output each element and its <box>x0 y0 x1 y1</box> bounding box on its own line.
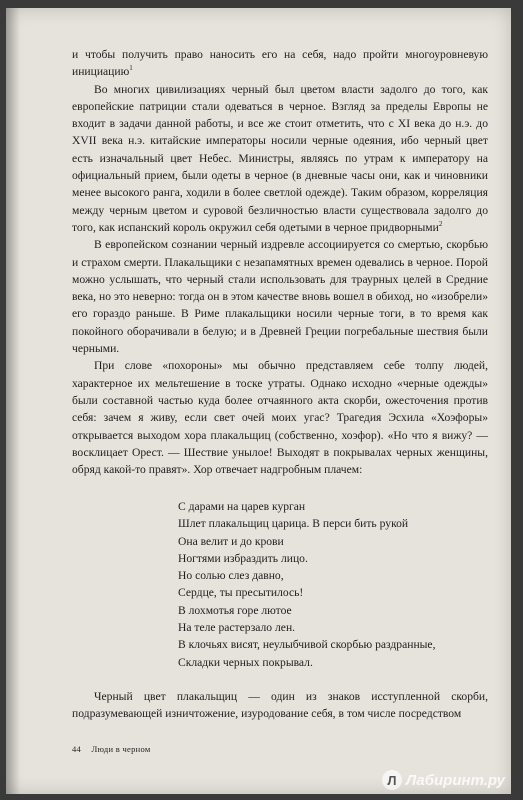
poem-line: Но солью слез давно, <box>178 569 284 583</box>
poem-line: Шлет плакальщиц царица. В перси бить рукой <box>178 517 409 531</box>
book-page <box>6 8 511 794</box>
paragraph-1-text: и чтобы получить право наносить его на себя, надо пройти многоуровневую инициацию <box>72 48 488 79</box>
paragraph-1 <box>72 46 488 81</box>
poem-line: Ногтями избраздить лицо. <box>178 551 308 565</box>
running-title: Люди в черном <box>91 744 151 754</box>
poem-line: На теле растерзало лен. <box>178 621 296 635</box>
binding-shadow <box>6 8 20 794</box>
closing-text <box>72 688 488 723</box>
footnote-ref-2: 2 <box>438 220 443 229</box>
poem-line: Сердце, ты пресытилось! <box>178 586 304 600</box>
paragraph-3: В европейском сознании черный издревле ассоциируется со смертью, скорбью и страхом смерти. Плакальщики с незапамятных времен одевались в черное. Порой можно услышать, что черный стали использовать для траурных целей в Средние века, но это неверно: тогда он в этом качестве вновь вошел в обиход, но «изобрели» его гораздо раньше. В Риме плакальщики носили черные тоги, в то время как покойного оборачивали в белую; и в Древней Греции погребальные шествия были черными. <box>72 238 488 356</box>
paragraph-2-text: Во многих цивилизациях черный был цветом власти задолго до того, как европейские патриции стали одеваться в черное. Взгляд за пределы Европы не входит в задачи данной работы, и все же стоит отметить, что с XI века до н.э. до XVII века н.э. китайские императоры носили черные одеяния, ибо черный цвет есть изначальный цвет Небес. Министры, являясь по утрам к императору на официальный прием, были одеты в черное (в дневные часы они, как и чиновники менее высокого ранга, ходили в более светлой одежде). Таким образом, корреляция между черным цветом и суровой безличностью власти существовала задолго до того, как испанский король окружил себя одетыми в черное придворными <box>72 82 488 234</box>
poem-line: В клочьях висят, неулыбчивой скорбью раздранные, <box>178 638 436 652</box>
page-number: 44 <box>72 744 82 754</box>
paragraph-2 <box>72 81 488 237</box>
poem-line: Складки черных покрывал. <box>178 655 313 669</box>
footnote-ref-1: 1 <box>129 64 133 73</box>
watermark-text: Лабиринт.ру <box>405 771 505 789</box>
labirint-logo-icon: Л <box>382 770 402 790</box>
paragraph-5: Черный цвет плакальщиц — один из знаков исступленной скорби, подразумевающей изничтожение, изуродование себя, в том числе посредством <box>72 690 488 721</box>
paragraph-4: При слове «похороны» мы обычно представляем себе толпу людей, характерное их мельтешение в тоске утраты. Однако исходно «черные одежды» были составной частью куда более отчаянного акта скорби, ожесточения против себя: зачем я живу, если свет очей моих угас? Трагедия Эсхила «Хоэфоры» открывается выходом хора плакальщиц (собственно, хоэфор). «Но что я вижу? — восклицает Орест. — Шествие унылое! Выходят в покрывалах черных женщины, обряд какой-то правят». Хор отвечает надгробным плачем: <box>72 359 488 477</box>
watermark <box>382 770 505 790</box>
page-footer <box>72 744 159 754</box>
poem-line: В лохмотья горе лютое <box>178 603 292 617</box>
poem-line: Она велит и до крови <box>178 534 284 548</box>
main-text <box>72 46 488 478</box>
poem-quote <box>178 498 478 671</box>
poem-line: С дарами на царев курган <box>178 500 306 513</box>
